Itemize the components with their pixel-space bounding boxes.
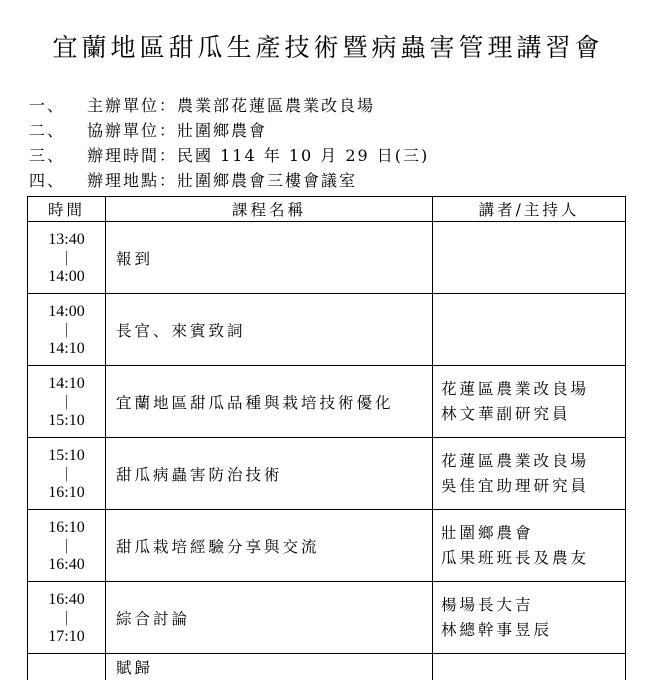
end-time: 16:40 [48, 555, 85, 573]
time-cell [28, 222, 106, 294]
info-number: 二、 [29, 121, 66, 140]
speaker-line: 吳佳宜助理研究員 [441, 476, 590, 495]
table-row [28, 366, 626, 438]
start-time: 16:10 [48, 518, 85, 536]
info-label: 協辦單位 ： [87, 118, 177, 143]
table-row [28, 510, 626, 582]
table-row [28, 222, 626, 294]
start-time: 14:10 [48, 374, 85, 392]
time-separator: | [64, 320, 69, 338]
info-number: 三、 [29, 146, 66, 165]
header-speaker: 講者/主持人 [433, 197, 626, 222]
end-time: 16:10 [48, 483, 85, 501]
speaker-line: 林文華副研究員 [441, 404, 571, 423]
end-time: 14:00 [48, 267, 85, 285]
info-value: 農業部花蓮區農業改良場 [177, 96, 376, 115]
table-row [28, 294, 626, 366]
header-time: 時間 [28, 197, 106, 222]
time-separator: | [64, 392, 69, 410]
table-row [28, 438, 626, 510]
time-cell [28, 366, 106, 438]
course-cell: 甜瓜病蟲害防治技術 [106, 438, 433, 510]
time-cell [28, 438, 106, 510]
course-cell: 報到 [106, 222, 433, 294]
course-cell: 賦歸 [106, 654, 433, 681]
start-time: 16:40 [48, 590, 85, 608]
speaker-line: 瓜果班班長及農友 [441, 548, 590, 567]
speaker-cell [433, 366, 626, 438]
time-cell [28, 582, 106, 654]
start-time: 15:10 [48, 446, 85, 464]
speaker-line: 林總幹事昱辰 [441, 620, 553, 639]
end-time: 15:10 [48, 411, 85, 429]
end-time: 14:10 [48, 339, 85, 357]
info-label: 主辦單位 ： [87, 93, 177, 118]
speaker-cell-empty [433, 654, 626, 681]
start-time: 14:00 [48, 302, 85, 320]
info-number: 一、 [29, 96, 66, 115]
speaker-cell [433, 294, 626, 366]
speaker-cell [433, 438, 626, 510]
time-separator: | [64, 248, 69, 266]
time-cell-empty [28, 654, 106, 681]
start-time: 13:40 [48, 230, 85, 248]
info-value: 民國 114 年 10 月 29 日(三) [177, 146, 430, 165]
page-title: 宜蘭地區甜瓜生產技術暨病蟲害管理講習會 [52, 33, 604, 62]
course-cell: 長官、來賓致詞 [106, 294, 433, 366]
time-separator: | [64, 464, 69, 482]
time-cell [28, 294, 106, 366]
time-separator: | [64, 608, 69, 626]
time-separator: | [64, 536, 69, 554]
course-cell: 甜瓜栽培經驗分享與交流 [106, 510, 433, 582]
info-value: 壯圍鄉農會 [177, 121, 268, 140]
info-value: 壯圍鄉農會三樓會議室 [177, 171, 358, 190]
table-row-final [28, 654, 626, 681]
table-header-row [28, 197, 626, 222]
speaker-cell [433, 582, 626, 654]
event-info [29, 93, 429, 193]
course-cell: 綜合討論 [106, 582, 433, 654]
speaker-line: 楊場長大吉 [441, 595, 534, 614]
time-cell [28, 510, 106, 582]
speaker-line: 花蓮區農業改良場 [441, 379, 590, 398]
info-organizer [29, 93, 429, 118]
info-label: 辦理地點 ： [87, 168, 177, 193]
table-row [28, 582, 626, 654]
speaker-line: 花蓮區農業改良場 [441, 451, 590, 470]
schedule-table [27, 196, 626, 680]
info-venue [29, 168, 429, 193]
info-label: 辦理時間 ： [87, 143, 177, 168]
info-number: 四、 [29, 171, 66, 190]
speaker-line: 壯圍鄉農會 [441, 523, 534, 542]
info-date [29, 143, 429, 168]
speaker-cell [433, 222, 626, 294]
header-course: 課程名稱 [106, 197, 433, 222]
info-co-organizer [29, 118, 429, 143]
end-time: 17:10 [48, 627, 85, 645]
speaker-cell [433, 510, 626, 582]
course-cell: 宜蘭地區甜瓜品種與栽培技術優化 [106, 366, 433, 438]
